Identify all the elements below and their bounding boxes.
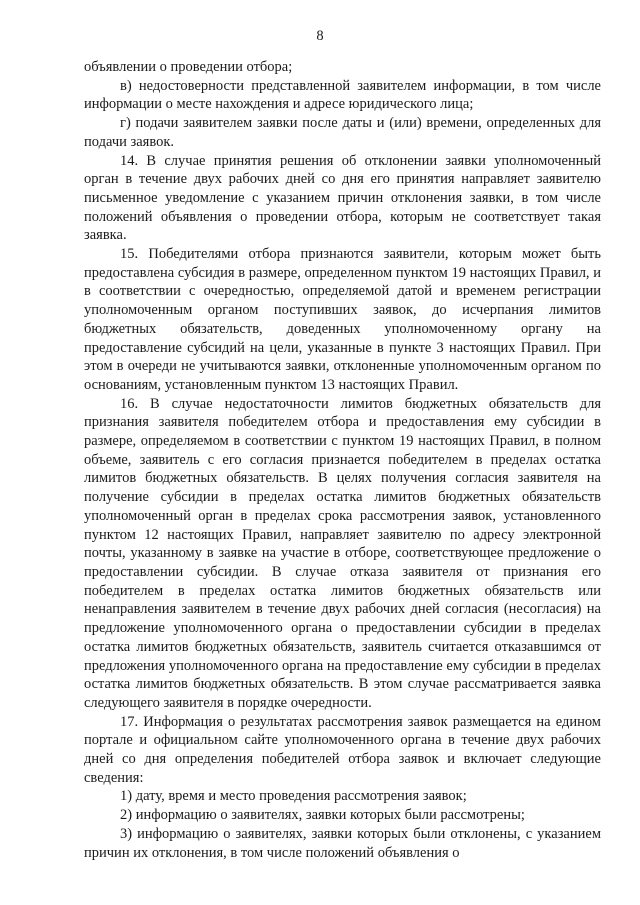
paragraph-16: 16. В случае недостаточности лимитов бюджетных обязательств для признания заявителя победителем отбора и предоставления ему субсидии в размере, определяемом в соответствии с пунктом 19 настоящих Правил, в полном объеме, заявитель с его согласия признается победителем в пределах остатка лимитов бюджетных обязательств. В целях получения согласия заявителя на получение субсидии в пределах остатка лимитов бюджетных обязательств уполномоченный орган в пределах срока рассмотрения заявок, установленного пунктом 12 настоящих Правил, направляет заявителю по адресу электронной почты, указанному в заявке на участие в отборе, соответствующее предложение о предоставлении субсидии. В случае отказа заявителя от признания его победителем в пределах остатка лимитов бюджетных обязательств или ненаправления заявителем в течение двух рабочих дней согласия (несогласия) на предложение уполномоченного органа о предоставлении субсидии в пределах остатка лимитов бюджетных обязательств, заявитель считается отказавшимся от предложения уполномоченного органа на предоставление ему субсидии в пределах остатка лимитов бюджетных обязательств. В этом случае рассматривается заявка следующего заявителя в порядке очередности. <box>84 395 601 711</box>
paragraph-17-item-2: 2) информацию о заявителях, заявки которых были рассмотрены; <box>120 807 525 824</box>
paragraph-continuation: объявлении о проведении отбора; <box>84 59 293 75</box>
paragraph-14: 14. В случае принятия решения об отклонении заявки уполномоченный орган в течение двух рабочих дней со дня его принятия направляет заявителю письменное уведомление с указанием причин отклонения заявки, в том числе положений объявления о проведении отбора, которым не соответствует такая заявка. <box>84 152 601 244</box>
body-text <box>84 58 601 862</box>
page-number: 8 <box>316 28 324 44</box>
paragraph-17-item-3: 3) информацию о заявителях, заявки которых были отклонены, с указанием причин их отклонения, в том числе положений объявления о <box>84 825 601 861</box>
paragraph-item-v: в) недостоверности представленной заявителем информации, в том числе информации о месте нахождения и адресе юридического лица; <box>84 77 601 113</box>
paragraph-15: 15. Победителями отбора признаются заявители, которым может быть предоставлена субсидия в размере, определенном пунктом 19 настоящих Правил, и в соответствии с очередностью, определяемой датой и временем регистрации уполномоченным органом поступивших заявок, до исчерпания лимитов бюджетных обязательств, доведенных уполномоченному органу на предоставление субсидий на цели, указанные в пункте 3 настоящих Правил. При этом в очереди не учитываются заявки, отклоненные уполномоченным органом по основаниям, установленным пунктом 13 настоящих Правил. <box>84 246 601 393</box>
paragraph-17: 17. Информация о результатах рассмотрения заявок размещается на едином портале и официальном сайте уполномоченного органа в течение двух рабочих дней со дня определения победителей отбора заявок и включает следующие сведения: <box>84 713 601 786</box>
paragraph-item-g: г) подачи заявителем заявки после даты и (или) времени, определенных для подачи заявок. <box>84 115 601 150</box>
paragraph-17-item-1: 1) дату, время и место проведения рассмотрения заявок; <box>120 788 467 805</box>
